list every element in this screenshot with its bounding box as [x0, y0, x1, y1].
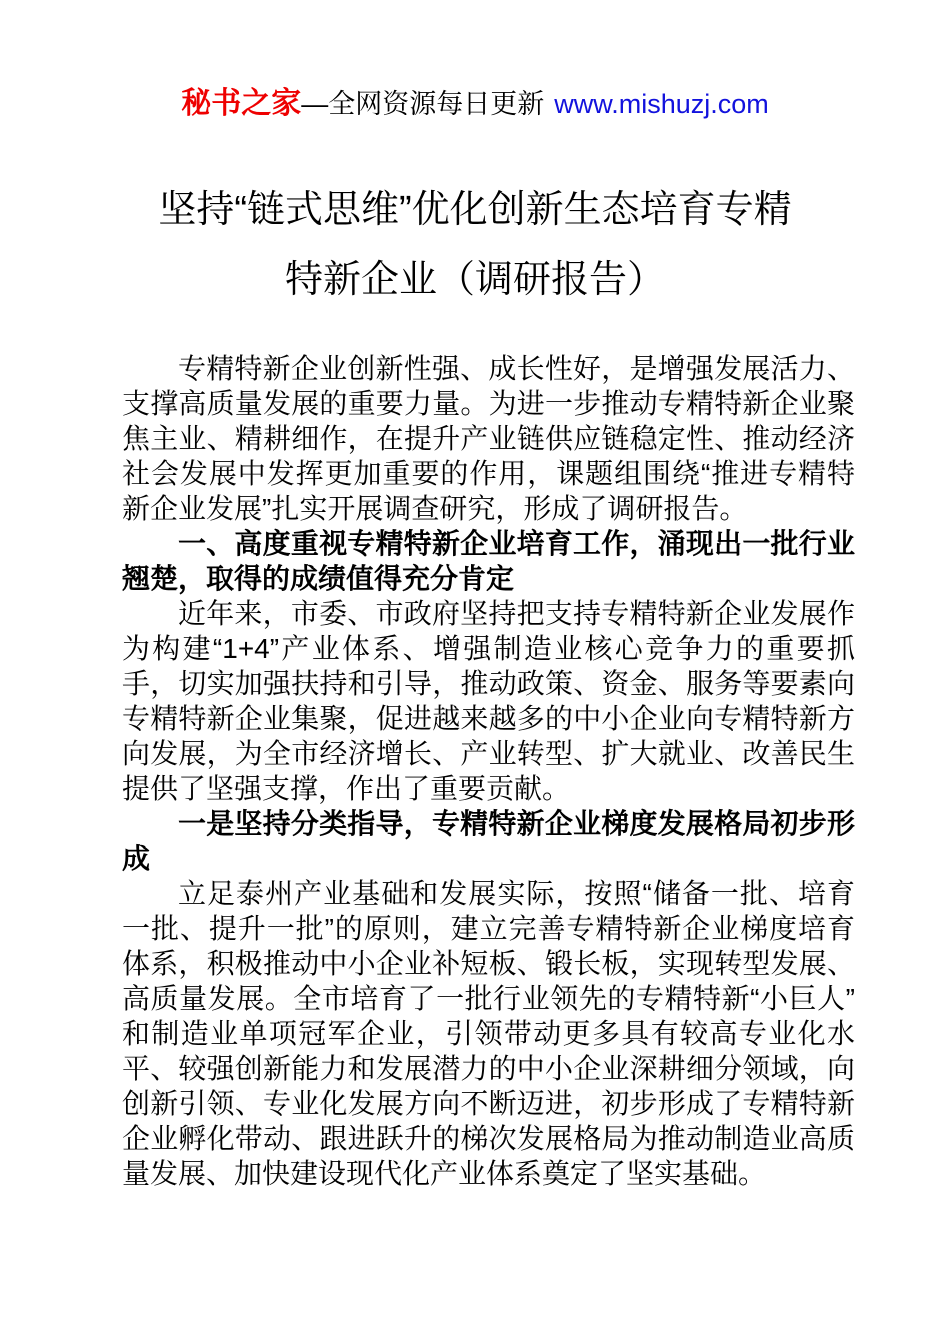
- paragraph-section-1: 近年来，市委、市政府坚持把支持专精特新企业发展作为构建“1+4”产业体系、增强制造业核心竞争力的重要抓手，切实加强扶持和引导，推动政策、资金、服务等要素向专精特新企业集聚，促进越来越多的中小企业向专精特新方向发展，为全市经济增长、产业转型、扩大就业、改善民生提供了坚强支撑，作出了重要贡献。: [122, 598, 855, 804]
- document-title: [115, 175, 835, 315]
- paragraph-subsection-1: 立足泰州产业基础和发展实际，按照“储备一批、培育一批、提升一批”的原则，建立完善专精特新企业梯度培育体系，积极推动中小企业补短板、锻长板，实现转型发展、高质量发展。全市培育了一批行业领先的专精特新“小巨人”和制造业单项冠军企业，引领带动更多具有较高专业化水平、较强创新能力和发展潜力的中小企业深耕细分领域，向创新引领、专业化发展方向不断迈进，初步形成了专精特新企业孵化带动、跟进跃升的梯次发展格局为推动制造业高质量发展、加快建设现代化产业体系奠定了坚实基础。: [122, 878, 855, 1189]
- section-heading-1: 一、高度重视专精特新企业培育工作，涌现出一批行业翘楚，取得的成绩值得充分肯定: [122, 528, 855, 594]
- site-brand: 秘书之家: [181, 87, 302, 120]
- document-body: [122, 351, 855, 1191]
- paragraph-intro: 专精特新企业创新性强、成长性好，是增强发展活力、支撑高质量发展的重要力量。为进一步推动专精特新企业聚焦主业、精耕细作，在提升产业链供应链稳定性、推动经济社会发展中发挥更加重要的作用，课题组围绕“推进专精特新企业发展”扎实开展调查研究，形成了调研报告。: [122, 353, 855, 524]
- site-tagline: —全网资源每日更新: [301, 89, 545, 119]
- document-title-line-2: 特新企业（调研报告）: [284, 259, 665, 301]
- subheading-bold-1: 一是坚持分类指导，专精特新企业梯度发展格局初步形成: [122, 808, 855, 874]
- document-title-line-1: 坚持“链式思维”优化创新生态培育专精: [158, 189, 792, 231]
- site-url-link[interactable]: www.mishuzj.com: [554, 89, 769, 119]
- site-banner: [0, 0, 950, 127]
